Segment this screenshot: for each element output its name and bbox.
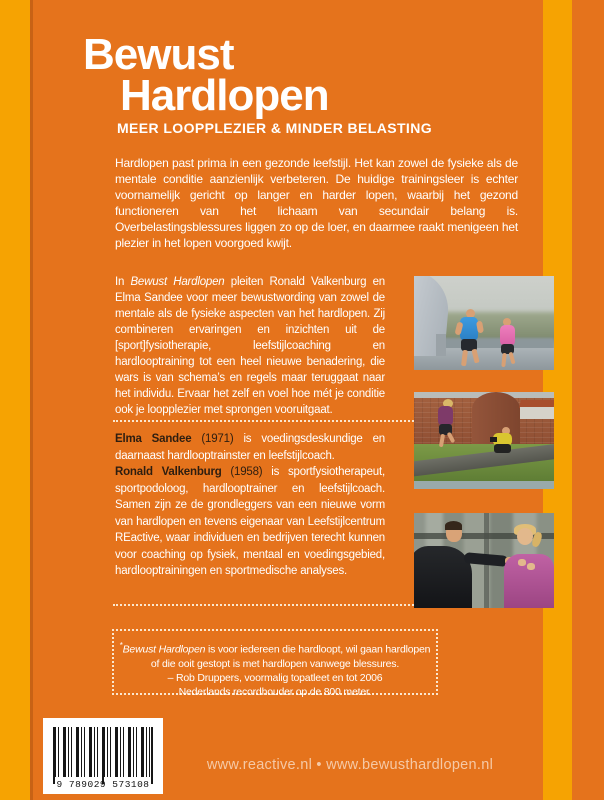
photo-physio-coaching [414, 513, 554, 608]
about-book-title-italic: Bewust Hardlopen [130, 276, 225, 288]
dotted-separator-top [113, 420, 438, 422]
quote-line2: of die ooit gestopt is met hardlopen vanwege blessures. [150, 657, 400, 670]
book-title-line2: Hardlopen [120, 71, 329, 120]
house-facade [520, 407, 554, 419]
camera [490, 437, 497, 442]
endorsement-quote-box [112, 629, 438, 698]
about-text: pleiten Ronald Valkenburg en Elma Sandee voor meer bewustwording van zowel de mentale als de fysieke aspecten van het hardlopen. Zij combineren ervaringen en inzichten uit de [sport]fysiotherapie, leefstijlcoaching en hardlooptraining tot een heel nieuwe benadering, die wars is van schema’s en regels maar teruggaat naar het individu. Ervaar het zelf en voel hoe mét je conditie ook je loopplezier met sprongen vooruitgaat. [115, 276, 385, 416]
spine-fold-shadow [30, 0, 33, 800]
author-bio-elma: is voedingsdeskundige en daarnaast hardlooptrainster en leefstijlcoach. [115, 433, 386, 462]
barcode-guard-bar [102, 727, 104, 784]
client-hand [527, 563, 535, 570]
author-name-ronald: Ronald Valkenburg [115, 466, 222, 478]
dotted-separator-bottom [113, 604, 438, 606]
coach-hair [445, 521, 462, 530]
coach-black-jacket [414, 546, 472, 608]
author-name-elma: Elma Sandee [115, 433, 192, 445]
author-year-ronald: (1958) [221, 466, 263, 478]
about-paragraph [115, 274, 385, 418]
author-bio-ronald: is sportfysiotherapeut, sportpodoloog, hardlooptrainer en leefstijlcoach. Samen zijn ze de grondleggers van een nieuwe vorm van hardlopen en tevens eigenaar van Leefstijlcentrum REactive, waar individuen en bedrijven terecht kunnen voor coaching op fysiek, mentaal en voedingsgebied, hardlooptrainingen en sportmedische analyses. [115, 466, 385, 577]
female-runner-purple-top [438, 406, 453, 426]
book-title [83, 30, 329, 120]
male-runner-blue-shirt [460, 317, 478, 341]
book-title-line1: Bewust [83, 30, 234, 79]
barcode [43, 718, 163, 794]
quote-attribution-line2: Nederlands recordhouder op de 800 meter. [178, 685, 372, 698]
bridge-post [436, 334, 446, 356]
authors-bio [115, 431, 385, 580]
intro-paragraph: Hardlopen past prima in een gezonde leefstijl. Het kan zowel de fysieke als de mentale conditie aanzienlijk verbeteren. De huidige trainingsleer is echter voornamelijk gericht op langer en harder lopen, waarbij het gezond functioneren van het lichaam van secundair belang is. Overbelastingsblessures liggen zo op de loer, en daarmee raakt menigeen het plezier in het lopen voorgoed kwijt. [115, 156, 518, 250]
quote-attribution-line1: – Rob Druppers, voormalig topatleet en tot 2006 [167, 671, 383, 684]
photo-runners-on-bridge [414, 276, 554, 370]
about-prefix: In [115, 276, 131, 288]
publisher-websites: www.reactive.nl • www.bewusthardlopen.nl [206, 757, 494, 773]
quote-book-title-italic: Bewust Hardlopen [122, 643, 206, 656]
client-head [517, 528, 533, 545]
barcode-guard-bar [151, 727, 153, 784]
author-year-elma: (1971) [191, 433, 234, 445]
book-subtitle: MEER LOOPPLEZIER & MINDER BELASTING [117, 120, 433, 136]
quote-line1-text: is voor iedereen die hardloopt, wil gaan hardlopen [205, 643, 431, 656]
isbn-number: 9 789029 573108 [56, 779, 150, 790]
quote-asterisk: * [119, 641, 123, 650]
photo-training-at-city-wall [414, 392, 554, 489]
spine-stripe-left [0, 0, 30, 800]
crouching-man-pants [494, 444, 511, 453]
female-runner-pink-shirt [500, 325, 515, 346]
quote-line1 [114, 639, 436, 657]
client-hand [518, 559, 526, 566]
